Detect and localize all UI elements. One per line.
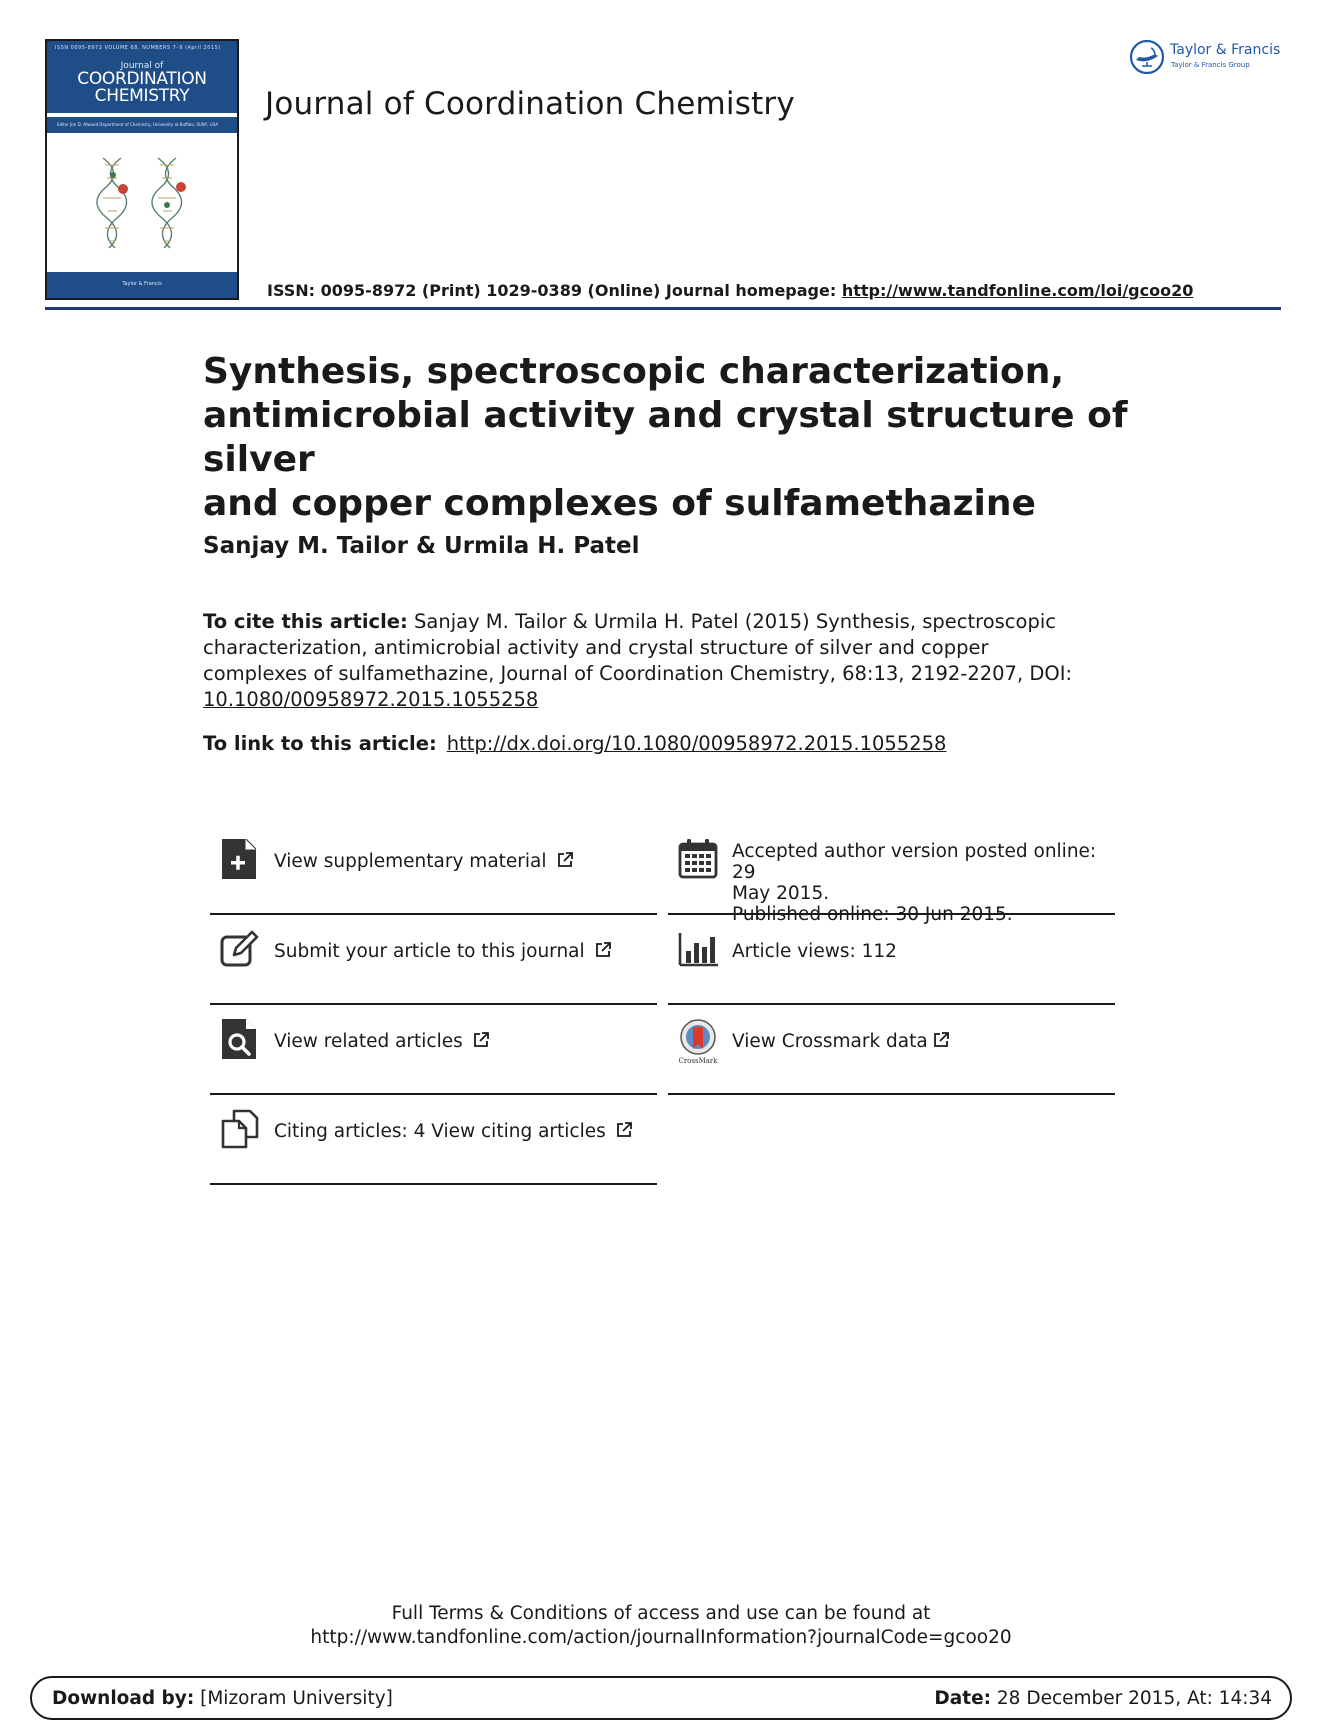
- article-title: Synthesis, spectroscopic characterization, antimicrobial activity and crystal structure of silver and copper complexes of sulfamethazine: [203, 351, 1128, 524]
- link-label: To link to this article:: [203, 732, 437, 755]
- external-link-icon: [594, 941, 612, 959]
- download-date: Date: 28 December 2015, At: 14:34: [934, 1688, 1272, 1709]
- cite-label: To cite this article:: [203, 610, 408, 633]
- bar-chart-icon: [678, 929, 718, 969]
- citation-block: To cite this article: Sanjay M. Tailor & Urmila H. Patel (2015) Synthesis, spectroscopic characterization, antimicrobial activity and crystal structure of silver and copper complexes of sulfamethazine, Journal of Coordination Chemistry, 68:13, 2192-2207, DOI: 10.1080/00958972.2015.1055258: [203, 610, 1073, 711]
- copy-documents-icon: [220, 1109, 260, 1149]
- molecule-illustration-icon: [83, 153, 203, 253]
- submit-article-link[interactable]: Submit your article to this journal: [274, 941, 612, 962]
- article-views: Article views: 112: [732, 941, 897, 962]
- cover-editor-band: Editor Jim D. Atwood Department of Chemistry, University at Buffalo, SUNY, USA: [47, 117, 237, 133]
- dates-cell: [668, 825, 1115, 925]
- related-articles-link[interactable]: View related articles: [274, 1031, 490, 1052]
- article-link-line: [203, 732, 946, 755]
- journal-title: Journal of Coordination Chemistry: [265, 86, 795, 122]
- issn-line: ISSN: 0095-8972 (Print) 1029-0389 (Online) Journal homepage: http://www.tandfonline.com/loi/gcoo20: [267, 281, 1194, 300]
- crossmark-link[interactable]: View Crossmark data: [732, 1031, 950, 1052]
- external-link-icon: [615, 1121, 633, 1139]
- related-cell[interactable]: [210, 1005, 657, 1095]
- crossmark-icon: [678, 1019, 718, 1065]
- header-divider: [45, 307, 1281, 310]
- journal-cover: [45, 39, 239, 300]
- external-link-icon: [472, 1031, 490, 1049]
- edit-icon: [220, 929, 260, 969]
- publisher-logo[interactable]: [1128, 38, 1288, 78]
- svg-text:CrossMark: CrossMark: [678, 1057, 718, 1065]
- terms-link[interactable]: http://www.tandfonline.com/action/journalInformation?journalCode=gcoo20: [310, 1627, 1012, 1648]
- file-plus-icon: [220, 839, 260, 879]
- external-link-icon: [556, 851, 574, 869]
- cover-footer: Taylor & Francis: [47, 272, 237, 298]
- citing-articles-link[interactable]: Citing articles: 4 View citing articles: [274, 1121, 633, 1142]
- cover-kicker: Journal of: [120, 61, 164, 71]
- supplementary-link[interactable]: View supplementary material: [274, 851, 574, 872]
- external-link-icon: [932, 1031, 950, 1049]
- submit-cell[interactable]: [210, 915, 657, 1005]
- download-by: Download by: [Mizoram University]: [52, 1688, 393, 1709]
- views-cell: [668, 915, 1115, 1005]
- cover-title: COORDINATION CHEMISTRY: [77, 69, 207, 106]
- citing-cell[interactable]: [210, 1095, 657, 1185]
- publisher-name: Taylor & Francis: [1170, 42, 1281, 58]
- citation-doi-link[interactable]: 10.1080/00958972.2015.1055258: [203, 688, 539, 711]
- taylor-francis-lamp-icon: [1128, 38, 1166, 76]
- article-doi-link[interactable]: http://dx.doi.org/10.1080/00958972.2015.1055258: [446, 732, 947, 755]
- journal-homepage-link[interactable]: http://www.tandfonline.com/loi/gcoo20: [841, 281, 1194, 300]
- terms-notice: Full Terms & Conditions of access and use can be found at http://www.tandfonline.com/action/journalInformation?journalCode=gcoo20: [0, 1602, 1322, 1650]
- article-authors: Sanjay M. Tailor & Urmila H. Patel: [203, 533, 640, 559]
- crossmark-cell[interactable]: [668, 1005, 1115, 1095]
- cover-masthead: [47, 41, 237, 113]
- publication-dates: Accepted author version posted online: 29 May 2015. Published online: 30 Jun 2015.: [732, 841, 1097, 925]
- calendar-icon: [678, 839, 718, 879]
- supplementary-cell[interactable]: [210, 825, 657, 915]
- cover-small-text: ISSN 0095-8972 VOLUME 68, NUMBERS 7–9 (April 2015): [55, 45, 221, 51]
- search-document-icon: [220, 1019, 260, 1059]
- download-info-bar: [30, 1676, 1292, 1720]
- publisher-group: Taylor & Francis Group: [1171, 61, 1250, 69]
